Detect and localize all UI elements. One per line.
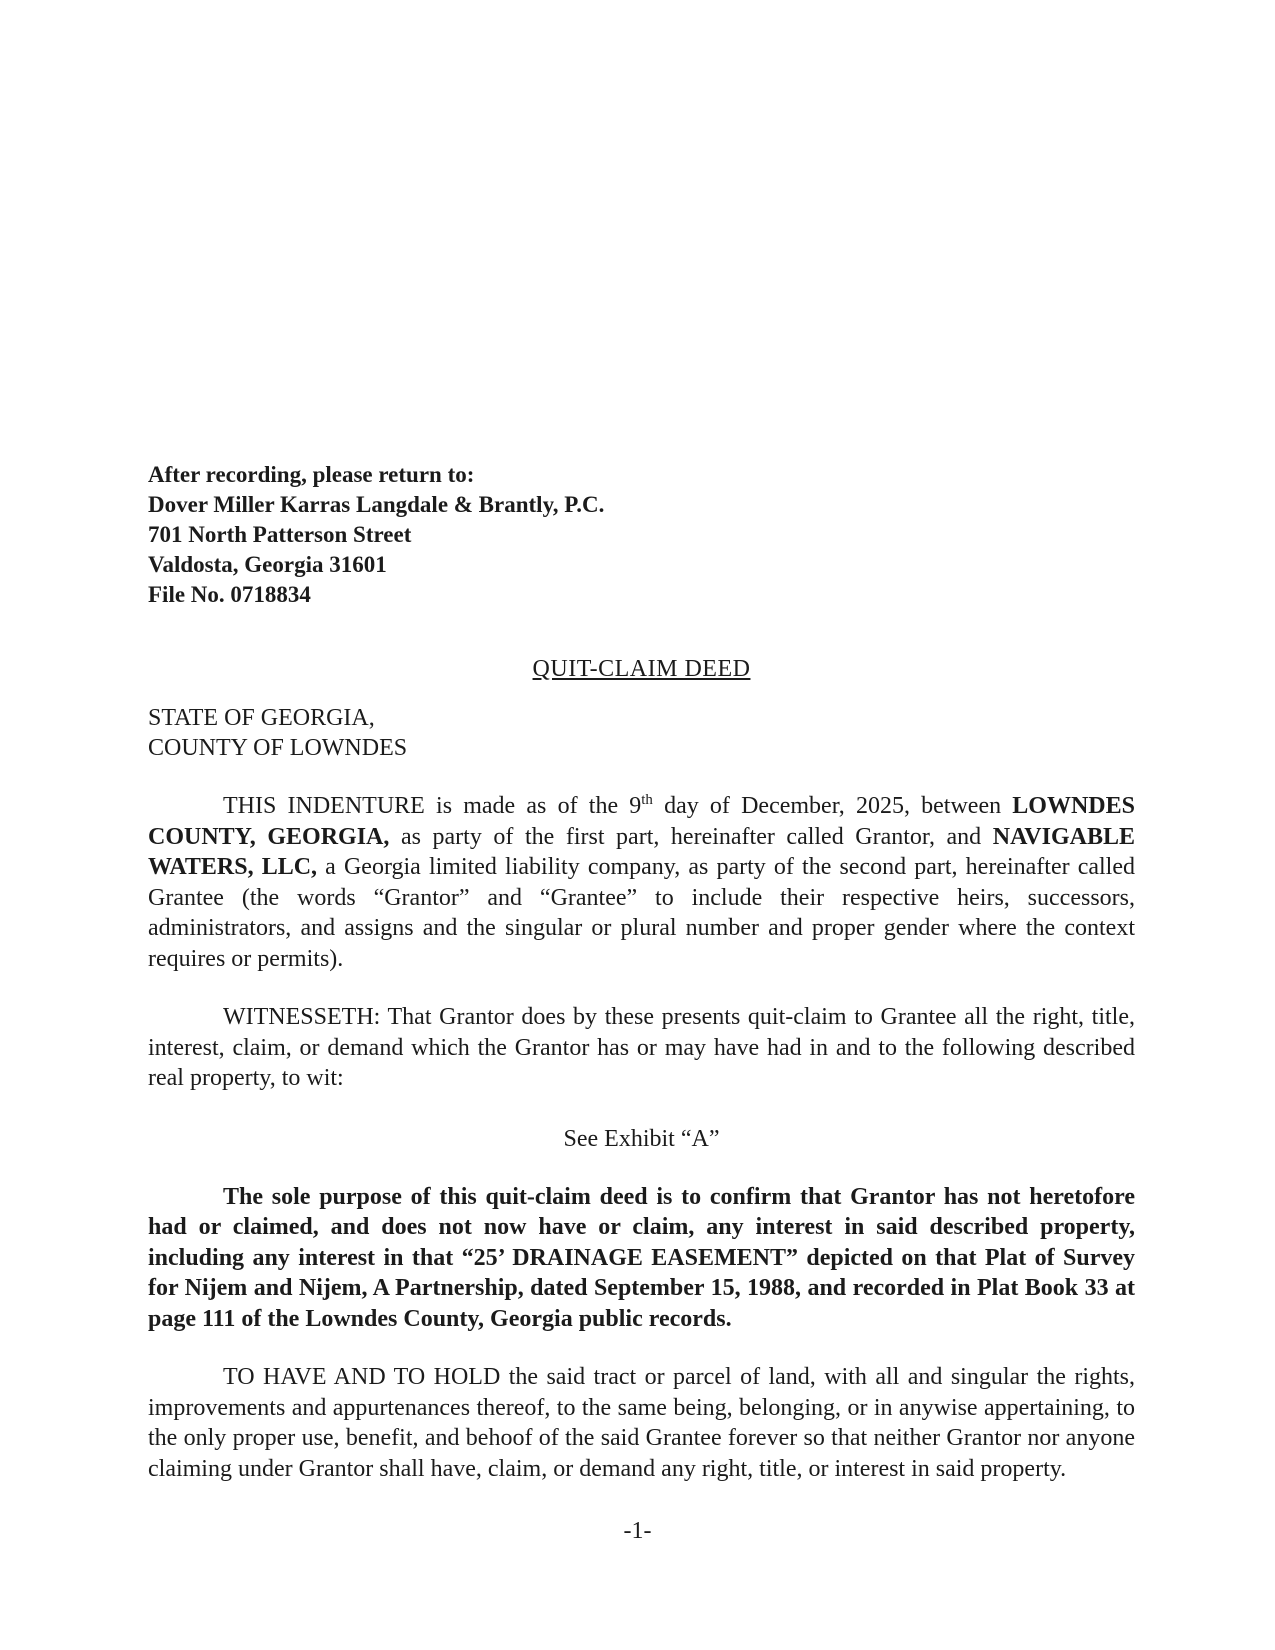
document-title: QUIT-CLAIM DEED bbox=[532, 656, 751, 682]
paragraph-indenture: THIS INDENTURE is made as of the 9th day of December, 2025, between LOWNDES COUNTY, GEORGIA, as party of the first part, hereinafter called Grantor, and NAVIGABLE WATERS, LLC, a Georgia limited liability company, as party of the second part, hereinafter called Grantee (the words “Grantor” and “Grantee” to include their respective heirs, successors, administrators, and assigns and the singular or plural number and proper gender where the context requires or permits). bbox=[148, 792, 1136, 972]
paragraph-habendum: TO HAVE AND TO HOLD the said tract or parcel of land, with all and singular the rights, improvements and appurtenances thereof, to the same being, belonging, or in anywise appertaining, to the only proper use, benefit, and behoof of the said Grantee forever so that neither Grantor nor anyone claiming under Grantor shall have, claim, or demand any right, title, or interest in said property. bbox=[148, 1364, 1135, 1482]
state-line: STATE OF GEORGIA, bbox=[148, 705, 375, 731]
county-line: COUNTY OF LOWNDES bbox=[148, 735, 408, 761]
law-firm-name: Dover Miller Karras Langdale & Brantly, P.C. bbox=[148, 492, 605, 517]
document-content bbox=[148, 0, 1135, 1484]
city-state-zip: Valdosta, Georgia 31601 bbox=[148, 552, 387, 577]
paragraph-sole-purpose: The sole purpose of this quit-claim deed is to confirm that Grantor has not heretofore had or claimed, and does not now have or claim, any interest in said described property, including any interest in that “25’ DRAINAGE EASEMENT” depicted on that Plat of Survey for Nijem and Nijem, A Partnership, dated September 15, 1988, and recorded in Plat Book 33 at page 111 of the Lowndes County, Georgia public records. bbox=[148, 1183, 1135, 1332]
file-number: File No. 0718834 bbox=[148, 582, 311, 607]
street-address: 701 North Patterson Street bbox=[148, 522, 412, 547]
return-address-block bbox=[148, 460, 1135, 610]
return-instruction-line: After recording, please return to: bbox=[148, 462, 475, 487]
caption-block bbox=[148, 703, 1135, 763]
paragraph-witnesseth: WITNESSETH: That Grantor does by these presents quit-claim to Grantee all the right, title, interest, claim, or demand which the Grantor has or may have had in and to the following described real property, to wit: bbox=[148, 1004, 1135, 1091]
exhibit-reference: See Exhibit “A” bbox=[563, 1125, 720, 1152]
page-number: -1- bbox=[623, 1518, 652, 1544]
